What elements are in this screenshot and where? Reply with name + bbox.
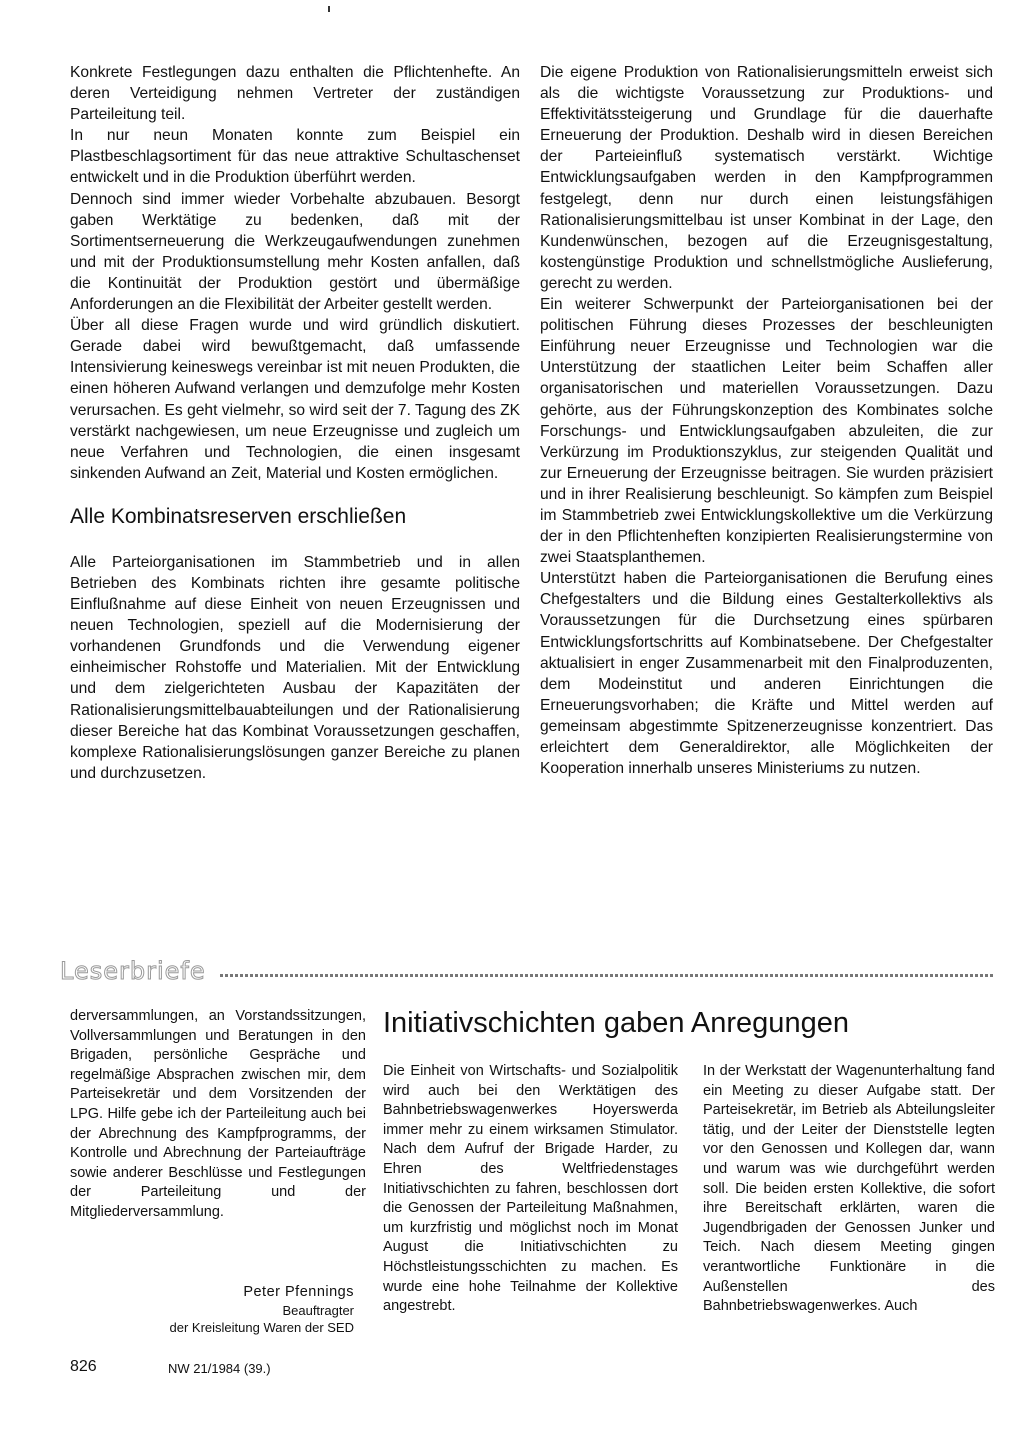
letter-text: derversammlungen, an Vorstandssitzungen, Vollversammlungen und Beratungen in den Brigaden, persönliche Gespräche und regelmäßige Absprachen zwischen mir, dem Parteisekretär und dem Vorsitzenden der LPG. Hilfe gebe ich der Parteileitung auch bei der Abrechnung des Kampfprogramms, der Kontrolle und Abrechnung der Parteiaufträge sowie anderer Beschlüsse und Festlegungen der Parteileitung und der Mitgliederversammlung.	[70, 1008, 366, 1220]
rubric-bar	[60, 956, 995, 986]
author-role: Beauftragter	[282, 1303, 354, 1318]
paragraph: Konkrete Festlegungen dazu enthalten die Pflichtenhefte. An deren Verteidigung nehmen Vertreter der zuständigen Parteileitung teil.	[70, 64, 520, 124]
paragraph: Über all diese Fragen wurde und wird gründlich diskutiert. Gerade dabei wird bewußtgemacht, daß umfassende Intensivierung keineswegs vereinbar ist mit neuen Produkten, die einen höheren Aufwand verlangen und demzufolge mehr Kosten verursachen. Es geht vielmehr, so wird seit der 7. Tagung des ZK verstärkt nachgewiesen, um neue Erzeugnisse und zugleich um neue Verfahren und Technologien, die einen insgesamt sinkenden Aufwand an Zeit, Material und Kosten ermöglichen.	[70, 317, 520, 482]
paragraph: Unterstützt haben die Parteiorganisationen die Berufung eines Chefgestalters und die Bildung eines Gestalterkollektivs als Voraussetzungen für die Durchsetzung eines spürbaren Entwicklungsfortschritts auf Kombinatsebene. Der Chefgestalter aktualisiert in enger Zusammenarbeit mit den Finalproduzenten, dem Modeinstitut und anderen Einrichtungen die Erneuerungsvorhaben; die Kräfte und Mittel werden auf gemeinsam abgestimmte Spitzenerzeugnisse konzentriert. Das erleichtert dem Generaldirektor, alle Möglichkeiten der Kooperation innerhalb unseres Ministeriums zu nutzen.	[540, 570, 993, 778]
lower-article-column-left	[383, 1062, 678, 1317]
rubric-label: Leserbriefe	[60, 957, 206, 985]
upper-article-column-right	[540, 62, 993, 779]
letter-signature	[70, 1282, 354, 1336]
paragraph: Ein weiterer Schwerpunkt der Parteiorganisationen bei der politischen Führung dieses Prozesses der beschleunigten Einführung neuer Erzeugnisse und Technologien war die Unterstützung der staatlichen Leiter beim Schaffen aller organisatorischen und materiellen Voraussetzungen. Dazu gehörte, aus der Führungskonzeption des Kombinates solche Forschungs- und Entwicklungsaufgaben abzuleiten, die zur Verkürzung im Produktionszyklus, zur steigenden Qualität und zur Erneuerung der Erzeugnisse beitragen. Sie wurden präzisiert und in ihrer Realisierung beschleunigt. So kämpfen zum Beispiel im Stammbetrieb zwei Entwicklungskollektive um die Verkürzung der in den Pflichtenheften konzipierten Realisierungstermine von zwei Staatsplanthemen.	[540, 296, 993, 567]
paragraph: In der Werkstatt der Wagenunterhaltung fand ein Meeting zu dieser Aufgabe statt. Der Parteisekretär, im Betrieb als Abteilungsleiter tätig, und der Leiter der Dienststelle legten vor den Genossen und Kollegen dar, wann und warum was wie durchgeführt werden soll. Die beiden ersten Kollektive, die sofort ihre Bereitschaft erklärten, waren die Jugendbrigaden der Genossen Junker und Teich. Nach diesem Meeting gingen verantwortliche Funktionäre in die Außenstellen des Bahnbetriebswagenwerkes. Auch	[703, 1063, 995, 1315]
rubric-rule	[220, 974, 995, 977]
scan-mark	[328, 6, 330, 12]
author-role: der Kreisleitung Waren der SED	[169, 1320, 354, 1335]
author-name: Peter Pfennings	[243, 1284, 354, 1300]
paragraph: Die Einheit von Wirtschafts- und Sozialpolitik wird auch bei den Werktätigen des Bahnbetriebswagenwerkes Hoyerswerda immer mehr zu einem wirksamen Stimulator. Nach dem Aufruf der Brigade Harder, zu Ehren des Weltfriedenstages Initiativschichten zu fahren, beschlossen dort die Genossen der Parteileitung Maßnahmen, um kurzfristig und möglichst noch im Monat August die Initiativschichten zu Höchstleistungsschichten zu machen. Es wurde eine hohe Teilnahme der Kollektive angestrebt.	[383, 1063, 678, 1315]
paragraph: In nur neun Monaten konnte zum Beispiel ein Plastbeschlagsortiment für das neue attraktive Schultaschenset entwickelt und in die Produktion überführt werden.	[70, 127, 520, 187]
page-number: 826	[70, 1358, 97, 1375]
upper-article-column-left	[70, 62, 520, 784]
paragraph: Alle Parteiorganisationen im Stammbetrieb und in allen Betrieben des Kombinats richten ihre gesamte politische Einflußnahme auf diese Einheit von neuen Erzeugnissen und neuen Technologien, speziell auf die Modernisierung der vorhandenen Grundfonds und die Verwendung eigener einheimischer Rohstoffe und Materialien. Mit der Entwicklung und dem zielgerichteten Ausbau der Kapazitäten der Rationalisierungsmittelbauabteilungen und der Rationalisierung dieser Bereiche hat das Kombinat Voraussetzungen geschaffen, komplexe Rationalisierungslösungen ganzer Bereiche zu planen und durchzusetzen.	[70, 553, 520, 782]
paragraph: Dennoch sind immer wieder Vorbehalte abzubauen. Besorgt gaben Werktätige zu bedenken, daß mit der Sortimentserneuerung die Werkzeugaufwendungen zunehmen und mit der Produktionsumstellung mehr Kosten anfallen, daß die Kontinuität der Produktion gestört und übermäßige Anforderungen an die Flexibilität der Arbeiter gestellt werden.	[70, 190, 520, 314]
article-headline: Initiativschichten gaben Anregungen	[383, 1007, 849, 1039]
paragraph: Die eigene Produktion von Rationalisierungsmitteln erweist sich als die wichtigste Voraussetzung zur Produktions- und Effektivitätssteigerung und Grundlage für die dauerhafte Erneuerung der Produktion. Deshalb wird in diesen Bereichen der Parteieinfluß systematisch verstärkt. Wichtige Entwicklungsaufgaben werden in den Kampfprogrammen festgelegt, denn nur durch einen leistungsfähigen Rationalisierungsmittelbau ist unser Kombinat in der Lage, den Kundenwünschen, bezogen auf die Erzeugnisgestaltung, kostengünstige Produktion und schnellstmögliche Auslieferung, gerecht zu werden.	[540, 64, 993, 292]
letter-column	[70, 1007, 366, 1223]
section-heading: Alle Kombinatsreserven erschließen	[70, 504, 407, 528]
lower-article-column-right	[703, 1062, 995, 1317]
issue-reference: NW 21/1984 (39.)	[168, 1361, 271, 1376]
